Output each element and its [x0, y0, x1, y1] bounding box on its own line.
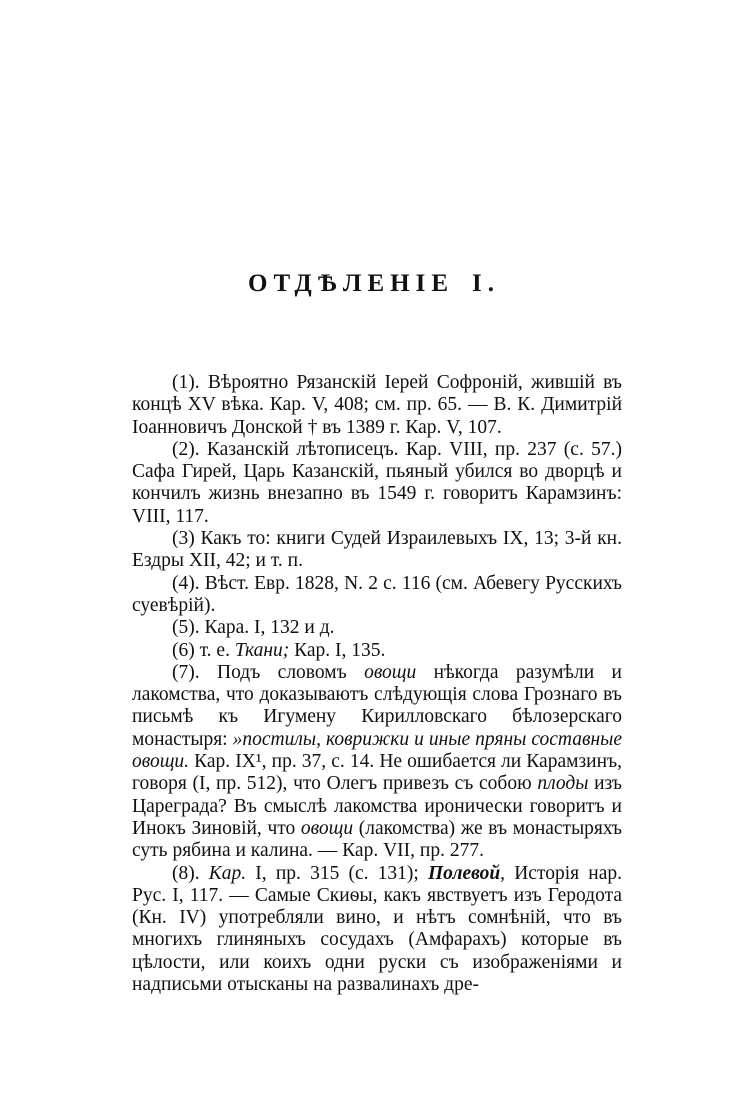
footnote-text: (лакомства) же въ монастыряхъ суть рябина и калина. — Кар. VII, пр. 277. [132, 817, 622, 862]
footnote-text: (7). Подъ словомъ [172, 661, 365, 683]
footnote-text: (4). Вѣст. Евр. 1828, N. 2 с. 116 (см. Абевегу Русскихъ суевѣрій). [132, 572, 622, 616]
footnote-text: овощи [300, 817, 354, 839]
footnote-text: »постилы, коврижки и иные пряны составные овощи. [132, 728, 622, 773]
footnote-8 [132, 863, 622, 997]
footnote-text: изъ Цареграда? Въ смыслѣ лакомства иронически говоритъ и Инокъ Зиновій, что [132, 773, 622, 839]
footnote-text: (5). Кара. I, 132 и д. [172, 617, 335, 639]
footnote-text: , Исторія нар. Рус. I, 117. — Самые Скиѳы, какъ явствуетъ изъ Геродота (Кн. IV) употребляли вино, и нѣтъ сомнѣній, что въ многихъ глиняныхъ сосудахъ (Амфарахъ) которые въ цѣлости, или коихъ одни руски съ изображеніями и надписьми отысканы на развалинахъ дре- [132, 862, 622, 996]
footnote-text: (8). [172, 862, 209, 884]
footnote-3 [132, 528, 622, 573]
footnote-text: (3) Какъ то: книги Судей Израилевыхъ IX, 13; 3-й кн. Ездры XII, 42; и т. п. [132, 528, 622, 572]
footnote-7 [132, 662, 622, 863]
footnote-text: Ткани; [234, 639, 290, 661]
footnote-5 [132, 617, 622, 639]
footnote-text: (1). Вѣроятно Рязанскій Іерей Софроній, жившій въ концѣ XV вѣка. Кар. V, 408; см. пр. 65. — В. К. Димитрій Іоанновичъ Донской † въ 1389 г. Кар. V, 107. [132, 372, 622, 438]
footnote-text: овощи [364, 661, 417, 683]
section-heading-word: ОТДѢЛЕНІЕ [248, 270, 454, 297]
footnote-6 [132, 640, 622, 662]
footnote-text: Кар. [208, 862, 247, 884]
footnote-text: (6) т. е. [172, 639, 235, 661]
footnote-text: Кар. I, 135. [289, 639, 386, 661]
footnote-1 [132, 372, 622, 439]
footnote-2 [132, 439, 622, 528]
footnotes-block [132, 372, 622, 996]
footnote-text: Кар. IX¹, пр. 37, с. 14. Не ошибается ли Карамзинъ, говоря (I, пр. 512), что Олегъ привезъ съ собою [132, 751, 622, 795]
footnote-text: Полевой [428, 862, 501, 884]
footnote-text: нѣкогда разумѣли и лакомства, что доказываютъ слѣдующія слова Грознаго въ письмѣ къ Игумену Кирилловскаго бѣлозерскаго монастыря: [132, 661, 622, 750]
footnote-text: I, пр. 315 (с. 131); [246, 862, 429, 884]
footnote-text: плоды [537, 773, 589, 795]
section-heading-number: I. [472, 270, 500, 297]
footnote-4 [132, 573, 622, 618]
footnote-text: (2). Казанскій лѣтописецъ. Кар. VIII, пр. 237 (с. 57.) Сафа Гирей, Царь Казанскій, пьяный убился во дворцѣ и кончилъ жизнь внезапно въ 1549 г. говоритъ Карамзинъ: VIII, 117. [132, 438, 622, 527]
section-heading [0, 270, 748, 298]
